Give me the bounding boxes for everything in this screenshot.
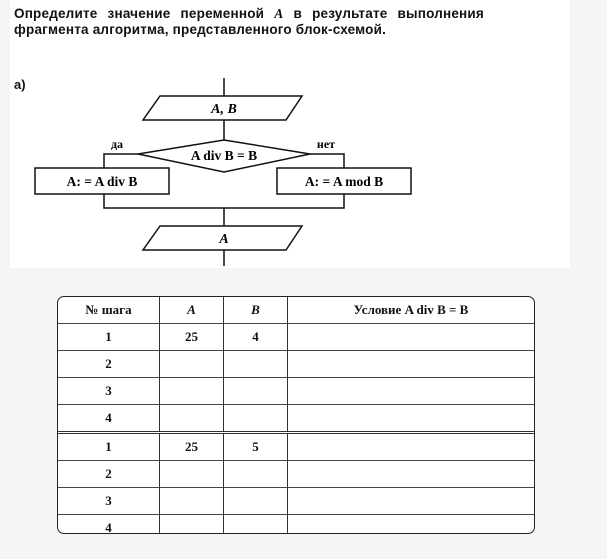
cell-step: 1 xyxy=(58,433,160,461)
cell-condition[interactable] xyxy=(288,433,535,461)
cell-b: 4 xyxy=(224,324,288,351)
header-condition: Условие A div B = B xyxy=(288,297,535,324)
flow-line-merge xyxy=(104,194,344,208)
cell-a: 25 xyxy=(160,433,224,461)
flow-line-no xyxy=(310,154,344,168)
cell-b[interactable] xyxy=(224,378,288,405)
table-row xyxy=(58,405,534,433)
cell-condition[interactable] xyxy=(288,378,535,405)
table-row xyxy=(58,351,534,378)
cell-a[interactable] xyxy=(160,351,224,378)
no-action-label: A: = A mod B xyxy=(304,174,384,189)
task-text-end: в результате выполнения фрагмента алгоритма, представленного блок-схемой. xyxy=(14,6,484,37)
cell-step: 2 xyxy=(58,351,160,378)
cell-condition[interactable] xyxy=(288,488,535,515)
cell-b[interactable] xyxy=(224,515,288,535)
header-b: B xyxy=(224,297,288,324)
task-variable: A xyxy=(274,6,284,21)
trace-table-grid xyxy=(58,297,534,534)
table-row xyxy=(58,461,534,488)
output-label: A xyxy=(219,232,229,247)
table-row xyxy=(58,515,534,535)
trace-table xyxy=(57,296,535,534)
table-row xyxy=(58,433,534,461)
cell-b[interactable] xyxy=(224,351,288,378)
table-header-row xyxy=(58,297,534,324)
cell-b: 5 xyxy=(224,433,288,461)
yes-label: да xyxy=(110,137,124,151)
input-label: A, B xyxy=(211,102,237,117)
cell-condition[interactable] xyxy=(288,405,535,433)
cell-a[interactable] xyxy=(160,461,224,488)
header-step: № шага xyxy=(58,297,160,324)
cell-condition[interactable] xyxy=(288,515,535,535)
cell-a[interactable] xyxy=(160,378,224,405)
table-row xyxy=(58,324,534,351)
header-a: A xyxy=(160,297,224,324)
cell-step: 1 xyxy=(58,324,160,351)
cell-condition[interactable] xyxy=(288,324,535,351)
task-text-start: Определите значение переменной xyxy=(14,6,275,21)
cell-condition[interactable] xyxy=(288,351,535,378)
table-row xyxy=(58,378,534,405)
cell-step: 2 xyxy=(58,461,160,488)
cell-a: 25 xyxy=(160,324,224,351)
cell-a[interactable] xyxy=(160,515,224,535)
condition-label: A div B = B xyxy=(190,148,258,163)
cell-b[interactable] xyxy=(224,461,288,488)
no-label: нет xyxy=(316,137,336,151)
cell-step: 4 xyxy=(58,405,160,433)
cell-step: 3 xyxy=(58,378,160,405)
flow-line-yes xyxy=(104,154,138,168)
cell-a[interactable] xyxy=(160,488,224,515)
cell-condition[interactable] xyxy=(288,461,535,488)
cell-b[interactable] xyxy=(224,488,288,515)
cell-step: 4 xyxy=(58,515,160,535)
table-row xyxy=(58,488,534,515)
yes-action-label: A: = A div B xyxy=(66,174,138,189)
cell-b[interactable] xyxy=(224,405,288,433)
cell-a[interactable] xyxy=(160,405,224,433)
cell-step: 3 xyxy=(58,488,160,515)
part-label: а) xyxy=(14,77,26,92)
